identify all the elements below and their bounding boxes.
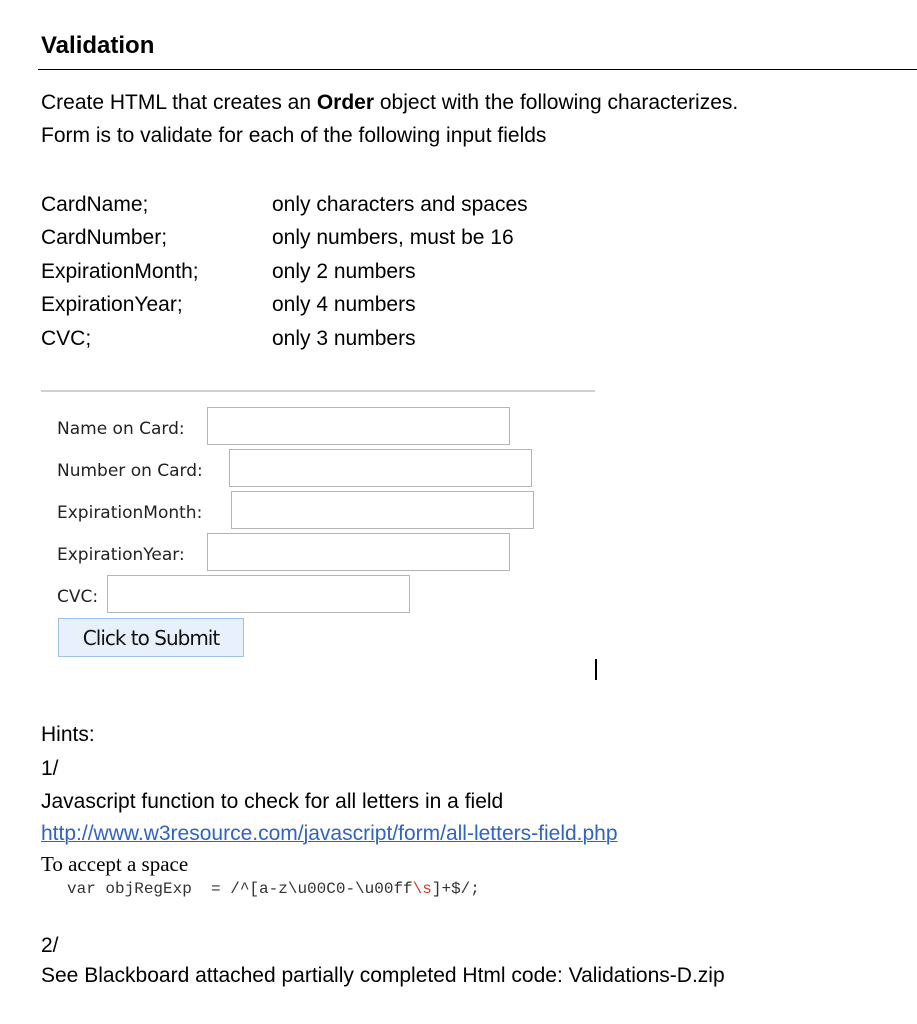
intro-line-1-suffix: object with the following characterizes. (374, 91, 739, 114)
name-on-card-input[interactable] (207, 407, 510, 445)
order-keyword: Order (316, 91, 375, 114)
field-name-cvc: CVC; (41, 327, 92, 350)
regex-space-token: \s (412, 880, 432, 898)
field-rule-cardnumber: only numbers, must be 16 (272, 226, 514, 249)
hint-1-number: 1/ (41, 757, 59, 780)
hint-1-text: Javascript function to check for all letters in a field (41, 790, 504, 813)
hints-heading: Hints: (41, 723, 95, 746)
number-on-card-input[interactable] (229, 449, 532, 487)
expiration-month-label: ExpirationMonth: (57, 503, 203, 523)
text-cursor (595, 659, 597, 680)
field-name-cardname: CardName; (41, 193, 149, 216)
hint-2-text: See Blackboard attached partially completed Html code: Validations-D.zip (41, 964, 725, 987)
page-title: Validation (41, 32, 155, 59)
field-rule-cardname: only characters and spaces (272, 193, 528, 216)
field-name-expirationyear: ExpirationYear; (41, 293, 183, 316)
regex-code-prefix: var objRegExp = /^[a-z\u00C0-\u00ff (67, 880, 413, 898)
regex-code (67, 879, 480, 899)
intro-line-2: Form is to validate for each of the following input fields (41, 124, 547, 147)
cvc-label: CVC: (57, 587, 99, 607)
intro-line-1-prefix: Create HTML that creates an (41, 91, 317, 114)
w3resource-link[interactable]: http://www.w3resource.com/javascript/form/all-letters-field.php (41, 822, 618, 845)
submit-button[interactable]: Click to Submit (58, 618, 244, 657)
field-name-expirationmonth: ExpirationMonth; (41, 260, 199, 283)
expiration-year-input[interactable] (207, 533, 510, 571)
form-divider (41, 390, 595, 392)
name-on-card-label: Name on Card: (57, 419, 185, 439)
cvc-input[interactable] (107, 575, 410, 613)
number-on-card-label: Number on Card: (57, 461, 203, 481)
regex-code-suffix: ]+$/; (431, 880, 480, 898)
field-rule-cvc: only 3 numbers (272, 327, 416, 350)
space-note: To accept a space (41, 852, 189, 876)
hint-2-number: 2/ (41, 934, 59, 957)
field-rule-expirationyear: only 4 numbers (272, 293, 416, 316)
field-name-cardnumber: CardNumber; (41, 226, 168, 249)
field-rule-expirationmonth: only 2 numbers (272, 260, 416, 283)
expiration-month-input[interactable] (231, 491, 534, 529)
expiration-year-label: ExpirationYear: (57, 545, 185, 565)
intro-line-1 (41, 89, 738, 117)
title-divider (38, 69, 917, 70)
